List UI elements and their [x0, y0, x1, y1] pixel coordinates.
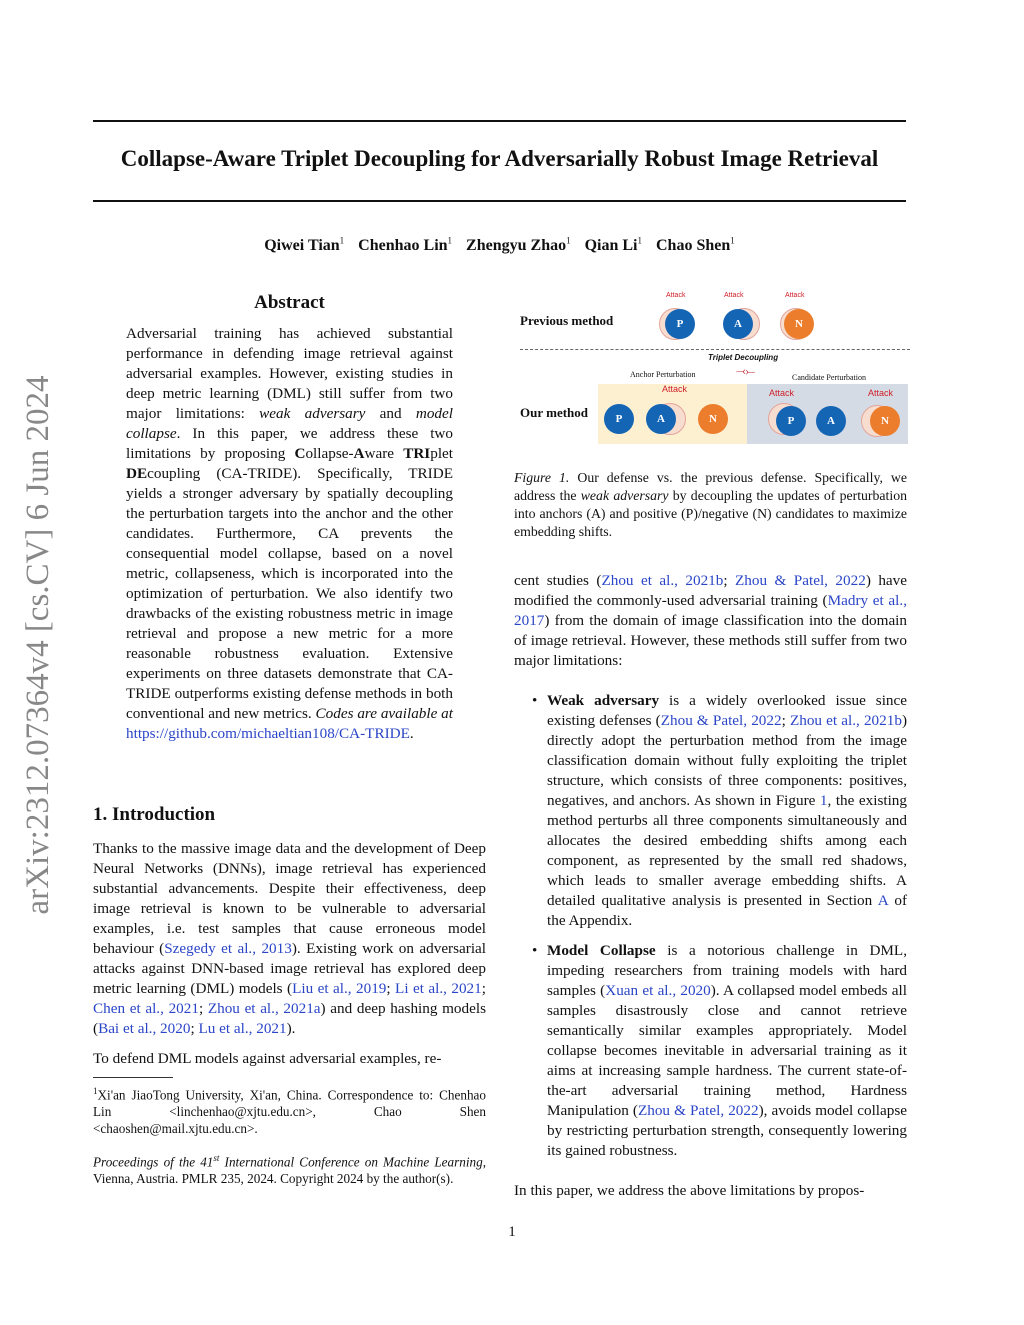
text-segment: ; — [723, 572, 736, 589]
attack-label: Attack — [868, 388, 894, 398]
text-segment: Proceedings of the 41 — [93, 1154, 214, 1170]
text-segment: C — [294, 445, 306, 462]
citation-link[interactable]: Szegedy et al., 2013 — [164, 940, 292, 957]
negative-node: N — [698, 404, 728, 434]
citation-link[interactable]: Lu et al., 2021 — [198, 1020, 287, 1037]
citation-link[interactable]: Zhou et al., 2021b — [601, 572, 724, 589]
anchor-node: A — [646, 404, 676, 434]
text-segment: cent studies ( — [514, 572, 602, 589]
text-segment: weak adversary — [259, 405, 366, 422]
text-segment: ware — [364, 445, 404, 462]
abstract-paragraph — [126, 324, 453, 744]
text-segment: ) and deep hashing models ( — [93, 1000, 486, 1037]
text-segment: weak adversary — [580, 488, 669, 503]
attack-label: Attack — [666, 292, 686, 299]
text-segment: ) from the domain of image classification into the domain of image retrieval. However, these methods still suffer from two major limitations: — [514, 612, 907, 669]
negative-node: N — [784, 309, 814, 339]
text-segment: To defend DML models against adversarial examples, re- — [93, 1050, 442, 1067]
text-segment: Codes are available at — [315, 705, 453, 722]
text-segment: ). A collapsed model embeds all samples disastrously close and cannot retrieve semantically similar examples appropriately. Model collapse becomes inevitable in adversarial training as it aims at increasing sample hardness. The current state-of-the-art adversarial training method, Hardness Manipulation ( — [547, 982, 907, 1119]
citation-link[interactable]: Liu et al., 2019 — [292, 980, 387, 997]
author: Qian Li$^1$ — [584, 236, 642, 255]
text-segment: ) directly adopt the perturbation method from the image classification domain without fully exploiting the triplet structure, which consists of three components: positives, negatives, and anchors. As shown in Figure — [547, 712, 907, 809]
text-segment: ). — [286, 1020, 296, 1037]
candidate-perturbation-label: Candidate Perturbation — [792, 373, 866, 382]
text-segment: Weak adversary — [547, 692, 660, 709]
figure-caption — [514, 469, 907, 541]
text-segment: ollapse- — [305, 445, 354, 462]
split-arrow-icon: ⤙⤚ — [736, 364, 756, 378]
title-rule-top — [93, 120, 906, 122]
text-segment: , the existing method perturbs all three components simultaneously and allocates the desired embedding shifts among each component, as represented by the small red shadows, which leads to smaller average embedding shifts. A detailed qualitative analysis is presented in Section — [547, 792, 907, 909]
text-segment: ; — [198, 1000, 208, 1017]
text-segment: Our defense vs. the previous defense. Specifically, we address the — [514, 470, 907, 503]
citation-link[interactable]: https://github.com/michaeltian108/CA-TRIDE — [126, 725, 410, 742]
citation-link[interactable]: 1 — [819, 792, 828, 809]
positive-node: P — [776, 406, 806, 436]
positive-node: P — [604, 404, 634, 434]
abstract-body — [126, 324, 453, 754]
text-segment: . — [409, 725, 414, 742]
text-segment: is a notorious challenge in DML, impeding researchers from training models with hard samples ( — [547, 942, 907, 999]
proceedings-note — [93, 1150, 486, 1187]
text-segment: plet — [430, 445, 453, 462]
citation-link[interactable]: Zhou et al., 2021a — [207, 1000, 321, 1017]
text-segment: ; — [781, 712, 790, 729]
text-segment: TRI — [403, 445, 431, 462]
citation-link[interactable]: Li et al., 2021 — [395, 980, 482, 997]
text-segment: . In this paper, we address these two limitations by proposing — [126, 425, 453, 462]
text-segment: , Vienna, Austria. PMLR 235, 2024. Copyright 2024 by the author(s). — [93, 1154, 486, 1187]
text-segment: is a widely overlooked issue since existing defenses ( — [547, 692, 907, 729]
right-column-body — [514, 571, 907, 1211]
citation-link[interactable]: Bai et al., 2020 — [98, 1020, 191, 1037]
text-segment: of the Appendix. — [547, 892, 907, 929]
title-rule-bottom — [93, 200, 906, 202]
author: Chao Shen$^1$ — [656, 236, 735, 255]
anchor-node: A — [723, 309, 753, 339]
text-segment: DE — [126, 465, 148, 482]
text-segment: A — [353, 445, 365, 462]
figure-1 — [514, 288, 910, 448]
footnote: $^1$Xi'an JiaoTong University, Xi'an, China. Correspondence to: Chenhao Lin <linchenhao@xjtu.edu.cn>, Chao Shen <chaoshen@mail.xjtu.edu.cn>. — [93, 1077, 486, 1137]
text-segment: Thanks to the massive image data and the development of Deep Neural Networks (DNNs), image retrieval has experienced substantial advancements. Despite their effectiveness, deep image retrieval is known to be vulnerable to adversarial examples, i.e. test samples that cause erroneous model behaviour ( — [93, 840, 486, 957]
attack-label: Attack — [785, 292, 805, 299]
text-segment: by decoupling the updates of perturbation into anchors (A) and positive (P)/negative (N) candidates to maximize embedding shifts. — [514, 488, 908, 539]
text-segment: Model Collapse — [547, 942, 656, 959]
limitations-list — [514, 691, 907, 1161]
intro-paragraph — [93, 839, 486, 1039]
page-number: 1 — [508, 1224, 516, 1240]
text-segment: Figure 1. — [514, 470, 570, 485]
citation-link[interactable]: Chen et al., 2021 — [93, 1000, 199, 1017]
citation-link[interactable]: Zhou et al., 2021b — [789, 712, 902, 729]
positive-node: P — [665, 309, 695, 339]
citation-link[interactable]: Madry et al., 2017 — [514, 592, 907, 629]
triplet-decoupling-label: Triplet Decoupling — [708, 353, 779, 362]
citation-link[interactable]: A — [877, 892, 888, 909]
intro-paragraph — [93, 1049, 486, 1069]
introduction-body — [93, 839, 486, 1079]
citation-link[interactable]: Xuan et al., 2020 — [605, 982, 711, 999]
text-segment: ), avoids model collapse by restricting perturbation strength, consequently lowering its gained robustness. — [547, 1102, 908, 1159]
arxiv-identifier: arXiv:2312.07364v4 [cs.CV] 6 Jun 2024 — [20, 375, 56, 915]
text-segment: ; — [481, 980, 486, 997]
footnote-rule — [93, 1077, 173, 1078]
text-segment: model collapse — [126, 405, 453, 442]
citation-link[interactable]: Zhou & Patel, 2022 — [735, 572, 866, 589]
list-item: • Weak adversary is a widely overlooked issue since existing defenses (Zhou & Patel, 2022; Zhou et al., 2021b) directly adopt the perturbation method from the image classification domain without fully exploiting the triplet structure, which consists of three components: positives, negatives, and anchors. As shown in Figure 1, the existing method perturbs all three components simultaneously and allocates the desired embedding shifts among each component, as represented by the small red shadows, which leads to smaller average embedding shifts. A detailed qualitative analysis is presented in Section A of the Appendix. — [532, 692, 907, 929]
anchor-node: A — [816, 406, 846, 436]
text-segment: ; — [190, 1020, 199, 1037]
text-segment: International Conference on Machine Learning — [219, 1154, 483, 1170]
text-segment: st — [213, 1153, 220, 1163]
author-list — [93, 236, 906, 255]
text-segment: ) have modified the commonly-used adversarial training ( — [514, 572, 907, 609]
text-segment: Adversarial training has achieved substantial performance in defending image retrieval against adversarial examples. However, existing studies in deep metric learning (DML) still suffer from two major limitations: — [126, 325, 453, 422]
author: Qiwei Tian$^1$ — [264, 236, 345, 255]
abstract-heading: Abstract — [254, 292, 325, 313]
author: Chenhao Lin$^1$ — [358, 236, 453, 255]
citation-link[interactable]: Zhou & Patel, 2022 — [660, 712, 782, 729]
attack-label: Attack — [662, 384, 688, 394]
list-item: • Model Collapse is a notorious challenge in DML, impeding researchers from training models with hard samples (Xuan et al., 2020). A collapsed model embeds all samples disastrously close and cannot retrieve semantically similar examples appropriately. Model collapse becomes inevitable in adversarial training as it aims at increasing sample hardness. The current state-of-the-art adversarial training method, Hardness Manipulation (Zhou & Patel, 2022), avoids model collapse by restricting perturbation strength, consequently lowering its gained robustness. — [532, 942, 908, 1159]
text-segment: and — [365, 405, 416, 422]
paragraph — [514, 1181, 907, 1201]
attack-label: Attack — [769, 388, 795, 398]
negative-node: N — [870, 406, 900, 436]
our-method-label: Our method — [520, 405, 589, 420]
text-segment: coupling (CA-TRIDE). Specifically, TRIDE yields a stronger adversary by spatially decoupling the perturbation targets into the anchor and the other candidates. Furthermore, CA prevents the consequential model collapse, based on a novel metric, collapseness, which is incorporated into the optimization of perturbation. We also identify two drawbacks of the existing robustness metric in image retrieval and propose a new metric for a more reasonable robustness evaluation. Extensive experiments on three datasets demonstrate that CA-TRIDE outperforms existing defense methods in both conventional and new metrics. — [126, 465, 453, 722]
attack-label: Attack — [724, 292, 744, 299]
paragraph — [514, 571, 907, 671]
text-segment: In this paper, we address the above limitations by propos- — [514, 1182, 865, 1199]
text-segment: ; — [386, 980, 396, 997]
text-segment: ). Existing work on adversarial attacks against DNN-based image retrieval has explored deep metric learning (DML) models ( — [93, 940, 487, 997]
previous-method-label: Previous method — [520, 313, 614, 328]
paper-title: Collapse-Aware Triplet Decoupling for Adversarially Robust Image Retrieval — [120, 146, 879, 171]
citation-link[interactable]: Zhou & Patel, 2022 — [637, 1102, 759, 1119]
anchor-perturbation-label: Anchor Perturbation — [630, 370, 696, 379]
divider-dashed — [520, 349, 910, 350]
introduction-heading: 1. Introduction — [93, 804, 216, 825]
author: Zhengyu Zhao$^1$ — [466, 236, 571, 255]
